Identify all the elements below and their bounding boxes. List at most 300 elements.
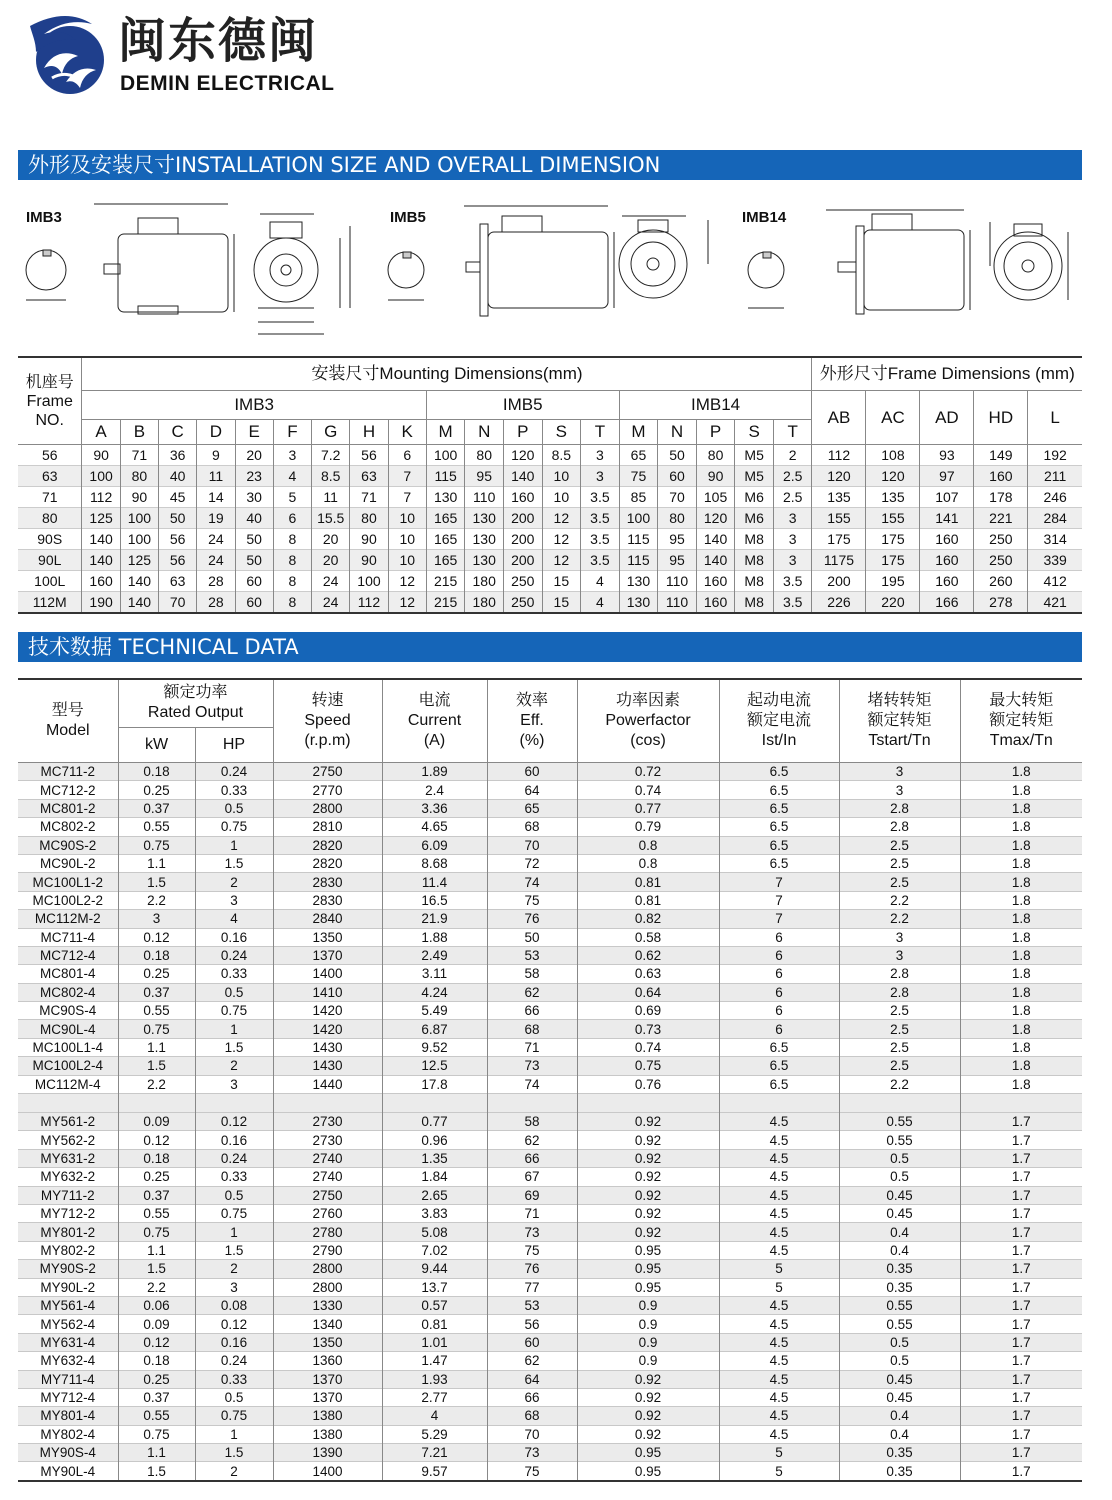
table-cell (839, 1094, 960, 1113)
table-cell: 130 (465, 550, 504, 571)
table-cell: 7.2 (312, 445, 350, 466)
table-cell: 412 (1028, 571, 1082, 592)
table-cell: 0.08 (195, 1296, 273, 1314)
table-cell: 115 (619, 550, 658, 571)
table-cell: 7 (719, 910, 839, 928)
col-header-imb3-f: F (273, 420, 311, 445)
table-cell: 2750 (273, 1186, 382, 1204)
table-cell: 0.75 (118, 1020, 195, 1038)
table-cell: 9 (197, 445, 235, 466)
table-cell: 175 (812, 529, 866, 550)
table-cell: 71 (350, 487, 388, 508)
table-cell: 24 (197, 529, 235, 550)
table-cell: 0.74 (577, 1038, 719, 1056)
model-cell: MC100L2-2 (18, 891, 118, 909)
model-cell: MY562-2 (18, 1131, 118, 1149)
table-cell: 0.5 (195, 799, 273, 817)
table-cell: 1.7 (960, 1444, 1082, 1462)
table-cell: 200 (503, 529, 542, 550)
table-cell: 0.12 (118, 928, 195, 946)
table-cell: 20 (312, 550, 350, 571)
model-header (18, 679, 118, 763)
frame-no-cell: 63 (18, 466, 82, 487)
table-cell: 6 (273, 508, 311, 529)
table-cell: 2810 (273, 818, 382, 836)
table-row (18, 592, 1082, 614)
table-cell: 1175 (812, 550, 866, 571)
table-row (18, 928, 1082, 946)
hp-header: HP (195, 727, 273, 762)
table-cell: 100 (82, 466, 120, 487)
table-row (18, 1260, 1082, 1278)
table-cell: 190 (82, 592, 120, 614)
table-cell: 12 (388, 571, 426, 592)
model-cell: MC802-4 (18, 983, 118, 1001)
table-row (18, 836, 1082, 854)
table-cell: 0.72 (577, 763, 719, 781)
table-cell: 1370 (273, 1388, 382, 1406)
table-cell: 67 (487, 1168, 577, 1186)
table-row (18, 873, 1082, 891)
table-cell: 60 (658, 466, 697, 487)
table-cell: 50 (159, 508, 197, 529)
table-cell: 6 (719, 983, 839, 1001)
model-cell: MY562-4 (18, 1315, 118, 1333)
table-cell: 0.35 (839, 1260, 960, 1278)
table-cell: 4.5 (719, 1296, 839, 1314)
table-cell: 20 (235, 445, 273, 466)
col-header-imb14-p: P (696, 420, 735, 445)
col-header-imb3-d: D (197, 420, 235, 445)
table-cell: 6.5 (719, 763, 839, 781)
table-row (18, 1370, 1082, 1388)
table-row (18, 799, 1082, 817)
table-row (18, 1315, 1082, 1333)
table-cell: 1350 (273, 928, 382, 946)
table-cell: 4.5 (719, 1186, 839, 1204)
table-cell: 160 (920, 550, 974, 571)
table-cell: 8.5 (542, 445, 581, 466)
table-cell: 1.89 (382, 763, 487, 781)
table-cell: 72 (487, 854, 577, 872)
table-cell: 70 (487, 1425, 577, 1443)
table-cell: 71 (487, 1204, 577, 1222)
table-cell: 1.8 (960, 836, 1082, 854)
table-row (18, 1425, 1082, 1443)
starting-torque-header-en: Tstart/Tn (868, 732, 931, 749)
table-cell: 0.5 (839, 1149, 960, 1167)
table-cell: 73 (487, 1223, 577, 1241)
table-cell: 220 (866, 592, 920, 614)
table-cell: 1440 (273, 1075, 382, 1093)
frame-label-cn: 机座号 (25, 373, 74, 391)
table-cell: 0.92 (577, 1113, 719, 1131)
table-row (18, 1168, 1082, 1186)
table-cell: 11.4 (382, 873, 487, 891)
table-cell: 90 (696, 466, 735, 487)
table-cell: 40 (159, 466, 197, 487)
model-cell: MC711-2 (18, 763, 118, 781)
table-cell: 1340 (273, 1315, 382, 1333)
table-cell: 278 (974, 592, 1028, 614)
table-cell (195, 1094, 273, 1113)
table-cell: 1.5 (118, 873, 195, 891)
table-cell: 0.57 (382, 1296, 487, 1314)
table-cell: 1.7 (960, 1241, 1082, 1259)
table-cell: 0.55 (839, 1131, 960, 1149)
table-cell: 6.5 (719, 799, 839, 817)
table-cell: 4 (581, 571, 620, 592)
table-cell: 0.45 (839, 1388, 960, 1406)
frame-no-cell: 90S (18, 529, 82, 550)
table-cell: 1 (195, 836, 273, 854)
table-cell: 8.5 (312, 466, 350, 487)
table-cell: 4.24 (382, 983, 487, 1001)
table-cell: 10 (542, 466, 581, 487)
table-cell: 2 (195, 873, 273, 891)
table-cell: 140 (82, 529, 120, 550)
table-row (18, 1075, 1082, 1093)
table-cell: 8.68 (382, 854, 487, 872)
table-cell: 130 (465, 529, 504, 550)
table-cell: 339 (1028, 550, 1082, 571)
table-cell: 0.35 (839, 1462, 960, 1481)
table-row (18, 1388, 1082, 1406)
col-header-imb3-k: K (388, 420, 426, 445)
model-cell: MY632-4 (18, 1352, 118, 1370)
table-cell: 195 (866, 571, 920, 592)
table-cell: 58 (487, 1113, 577, 1131)
table-cell: 4.5 (719, 1407, 839, 1425)
table-cell: 3 (839, 946, 960, 964)
table-cell: 6.5 (719, 1038, 839, 1056)
table-cell: 0.95 (577, 1241, 719, 1259)
table-row (18, 946, 1082, 964)
table-cell: 115 (619, 529, 658, 550)
table-cell: 90 (120, 487, 158, 508)
table-cell: 4.5 (719, 1204, 839, 1222)
table-cell: 3 (839, 763, 960, 781)
table-cell: 0.77 (577, 799, 719, 817)
table-cell: 97 (920, 466, 974, 487)
table-cell: 2830 (273, 873, 382, 891)
table-row (18, 1149, 1082, 1167)
table-cell: 1.7 (960, 1204, 1082, 1222)
table-cell: 0.55 (118, 1002, 195, 1020)
col-header-imb14-t: T (773, 420, 812, 445)
table-cell: 1.8 (960, 946, 1082, 964)
table-cell: 120 (866, 466, 920, 487)
brand-name-cn: 闽东德闽 (118, 13, 319, 69)
table-cell: 135 (812, 487, 866, 508)
table-cell: 2.77 (382, 1388, 487, 1406)
table-cell: 0.92 (577, 1149, 719, 1167)
table-cell: 1.8 (960, 1020, 1082, 1038)
table-cell: 80 (120, 466, 158, 487)
table-cell: 1.8 (960, 781, 1082, 799)
table-row (18, 1444, 1082, 1462)
starting-torque-header-cn1: 堵转转矩 (867, 692, 932, 709)
table-row (18, 1296, 1082, 1314)
table-cell: 2750 (273, 763, 382, 781)
table-cell: 3.5 (581, 550, 620, 571)
table-cell: 1.8 (960, 1038, 1082, 1056)
current-header-cn: 电流 (418, 692, 451, 709)
table-cell: 6 (719, 928, 839, 946)
table-cell: 2800 (273, 799, 382, 817)
table-cell: 0.75 (118, 1425, 195, 1443)
dimension-drawings (18, 196, 1082, 346)
table-cell: 95 (658, 550, 697, 571)
model-cell: MY90S-2 (18, 1260, 118, 1278)
table-cell: 0.92 (577, 1223, 719, 1241)
model-cell: MC801-4 (18, 965, 118, 983)
table-cell: 100 (120, 508, 158, 529)
table-cell: 12 (542, 529, 581, 550)
table-cell: 0.37 (118, 1388, 195, 1406)
table-cell: 250 (503, 571, 542, 592)
table-cell: 160 (920, 571, 974, 592)
table-cell (960, 1094, 1082, 1113)
max-torque-header-cn2: 额定转矩 (989, 712, 1054, 729)
model-cell: MY801-2 (18, 1223, 118, 1241)
table-cell: 65 (619, 445, 658, 466)
table-cell: 53 (487, 1296, 577, 1314)
model-cell: MY632-2 (18, 1168, 118, 1186)
table-cell: 4.5 (719, 1352, 839, 1370)
table-cell: 246 (1028, 487, 1082, 508)
table-cell: 130 (426, 487, 465, 508)
table-cell: 4.5 (719, 1388, 839, 1406)
table-cell: 140 (120, 571, 158, 592)
table-cell: 2.5 (839, 854, 960, 872)
table-cell: 60 (235, 571, 273, 592)
table-cell: 226 (812, 592, 866, 614)
table-cell: 70 (658, 487, 697, 508)
table-cell: 6.5 (719, 781, 839, 799)
table-cell: 130 (619, 592, 658, 614)
table-cell: 1.7 (960, 1333, 1082, 1351)
table-cell: 66 (487, 1002, 577, 1020)
table-cell: 62 (487, 983, 577, 1001)
table-cell: 40 (235, 508, 273, 529)
table-cell: 0.35 (839, 1444, 960, 1462)
brand-header (22, 8, 382, 98)
table-cell: 1370 (273, 946, 382, 964)
table-cell: 2.2 (118, 1278, 195, 1296)
table-cell: 4 (581, 592, 620, 614)
table-cell: 0.35 (839, 1278, 960, 1296)
table-cell: 1.1 (118, 854, 195, 872)
table-cell: 155 (812, 508, 866, 529)
table-cell: 1.8 (960, 910, 1082, 928)
model-cell: MY712-4 (18, 1388, 118, 1406)
table-cell: 36 (159, 445, 197, 466)
table-row (18, 965, 1082, 983)
table-cell: 2730 (273, 1131, 382, 1149)
table-cell: 90 (350, 529, 388, 550)
table-cell: 1.5 (118, 1462, 195, 1481)
table-cell: 0.64 (577, 983, 719, 1001)
table-cell: 0.24 (195, 1149, 273, 1167)
table-cell: 2.2 (118, 891, 195, 909)
table-cell: 1.93 (382, 1370, 487, 1388)
table-cell: 100 (619, 508, 658, 529)
table-cell: 0.81 (577, 873, 719, 891)
table-cell: 70 (487, 836, 577, 854)
table-cell: 1.5 (195, 1241, 273, 1259)
table-cell: 2.4 (382, 781, 487, 799)
table-cell: 115 (426, 466, 465, 487)
table-cell: 0.25 (118, 965, 195, 983)
table-cell: 215 (426, 571, 465, 592)
table-cell: 50 (235, 550, 273, 571)
table-cell: 1 (195, 1223, 273, 1241)
table-cell: 0.95 (577, 1444, 719, 1462)
table-cell: 6.5 (719, 818, 839, 836)
powerfactor-header (577, 679, 719, 763)
table-cell: 0.9 (577, 1352, 719, 1370)
group-header-imb14: IMB14 (619, 391, 812, 420)
table-cell: 1370 (273, 1370, 382, 1388)
table-cell: 0.63 (577, 965, 719, 983)
table-cell: 0.55 (118, 818, 195, 836)
table-cell: 68 (487, 1020, 577, 1038)
table-cell: 0.76 (577, 1075, 719, 1093)
model-header-en: Model (45, 722, 90, 739)
table-cell: 1.7 (960, 1186, 1082, 1204)
table-cell: 0.82 (577, 910, 719, 928)
table-cell: 56 (487, 1315, 577, 1333)
table-cell: 17.8 (382, 1075, 487, 1093)
table-cell: 62 (487, 1352, 577, 1370)
table-cell: 24 (312, 571, 350, 592)
model-cell: MC90L-2 (18, 854, 118, 872)
model-cell: MY631-4 (18, 1333, 118, 1351)
table-cell: 2.2 (118, 1075, 195, 1093)
table-cell: 0.12 (118, 1333, 195, 1351)
table-cell: M5 (735, 445, 774, 466)
table-cell: 80 (658, 508, 697, 529)
table-cell: 3 (839, 781, 960, 799)
table-cell: 75 (487, 1462, 577, 1481)
table-cell: 1.7 (960, 1388, 1082, 1406)
table-cell: 0.75 (195, 818, 273, 836)
table-row (18, 445, 1082, 466)
table-cell: 4.5 (719, 1333, 839, 1351)
table-cell: 1.7 (960, 1278, 1082, 1296)
table-cell: 0.9 (577, 1333, 719, 1351)
table-cell: 135 (866, 487, 920, 508)
table-cell: 0.25 (118, 1370, 195, 1388)
table-cell: 0.12 (195, 1315, 273, 1333)
table-cell: 160 (696, 571, 735, 592)
table-cell: 2 (195, 1260, 273, 1278)
table-cell: 0.18 (118, 946, 195, 964)
table-cell: 66 (487, 1388, 577, 1406)
col-header-imb3-g: G (312, 420, 350, 445)
table-cell: 0.55 (839, 1296, 960, 1314)
frame-no-cell: 90L (18, 550, 82, 571)
table-cell: 6.87 (382, 1020, 487, 1038)
table-cell: 56 (159, 529, 197, 550)
table-cell: 2.5 (839, 1038, 960, 1056)
table-cell: 1.7 (960, 1407, 1082, 1425)
table-cell: 2800 (273, 1278, 382, 1296)
table-cell: 120 (812, 466, 866, 487)
table-cell: 1350 (273, 1333, 382, 1351)
speed-header (273, 679, 382, 763)
table-cell: 1380 (273, 1425, 382, 1443)
table-cell: 0.5 (195, 1388, 273, 1406)
col-header-imb3-b: B (120, 420, 158, 445)
speed-header-cn: 转速 (311, 692, 344, 709)
table-cell: 3.5 (773, 571, 812, 592)
table-cell: 0.5 (195, 1186, 273, 1204)
table-cell: 2.5 (839, 1057, 960, 1075)
table-cell: 3 (773, 550, 812, 571)
table-cell: 1.7 (960, 1223, 1082, 1241)
table-row (18, 983, 1082, 1001)
frame-no-cell: 71 (18, 487, 82, 508)
model-cell: MC712-2 (18, 781, 118, 799)
table-cell: 1.01 (382, 1333, 487, 1351)
model-cell: MC90L-4 (18, 1020, 118, 1038)
col-header-imb14-s: S (735, 420, 774, 445)
table-cell: 9.57 (382, 1462, 487, 1481)
table-cell: 0.18 (118, 763, 195, 781)
table-cell: 63 (350, 466, 388, 487)
table-cell: 0.92 (577, 1131, 719, 1149)
table-cell: 1390 (273, 1444, 382, 1462)
table-cell: 211 (1028, 466, 1082, 487)
frame-no-cell: 56 (18, 445, 82, 466)
table-cell: 0.75 (577, 1057, 719, 1075)
table-cell: 0.33 (195, 1370, 273, 1388)
spacer-row (18, 1094, 1082, 1113)
table-cell: 1.5 (195, 854, 273, 872)
table-cell: 93 (920, 445, 974, 466)
dimension-drawings-svg (18, 196, 1082, 346)
table-cell: 175 (866, 550, 920, 571)
table-cell: 4.5 (719, 1149, 839, 1167)
table-cell: 20 (312, 529, 350, 550)
table-cell: 90 (350, 550, 388, 571)
table-cell: 0.69 (577, 1002, 719, 1020)
model-cell: MY561-4 (18, 1296, 118, 1314)
table-cell: 160 (503, 487, 542, 508)
current-header-unit: (A) (423, 732, 446, 749)
table-cell: 0.55 (839, 1315, 960, 1333)
table-cell: 0.16 (195, 1131, 273, 1149)
table-cell: 160 (920, 529, 974, 550)
table-cell: 0.45 (839, 1186, 960, 1204)
col-header-ad: AD (920, 391, 974, 445)
table-cell: 7 (388, 487, 426, 508)
table-cell: 2730 (273, 1113, 382, 1131)
table-cell: 2.8 (839, 983, 960, 1001)
table-cell: 0.45 (839, 1204, 960, 1222)
col-header-ac: AC (866, 391, 920, 445)
table-cell: 64 (487, 1370, 577, 1388)
section-title-dimensions: 外形及安装尺寸INSTALLATION SIZE AND OVERALL DIMENSION (18, 150, 1082, 180)
table-cell (719, 1094, 839, 1113)
table-row (18, 818, 1082, 836)
model-cell: MC100L2-4 (18, 1057, 118, 1075)
starting-torque-header-cn2: 额定转矩 (867, 712, 932, 729)
col-header-imb14-n: N (658, 420, 697, 445)
frame-no-header (18, 357, 82, 445)
